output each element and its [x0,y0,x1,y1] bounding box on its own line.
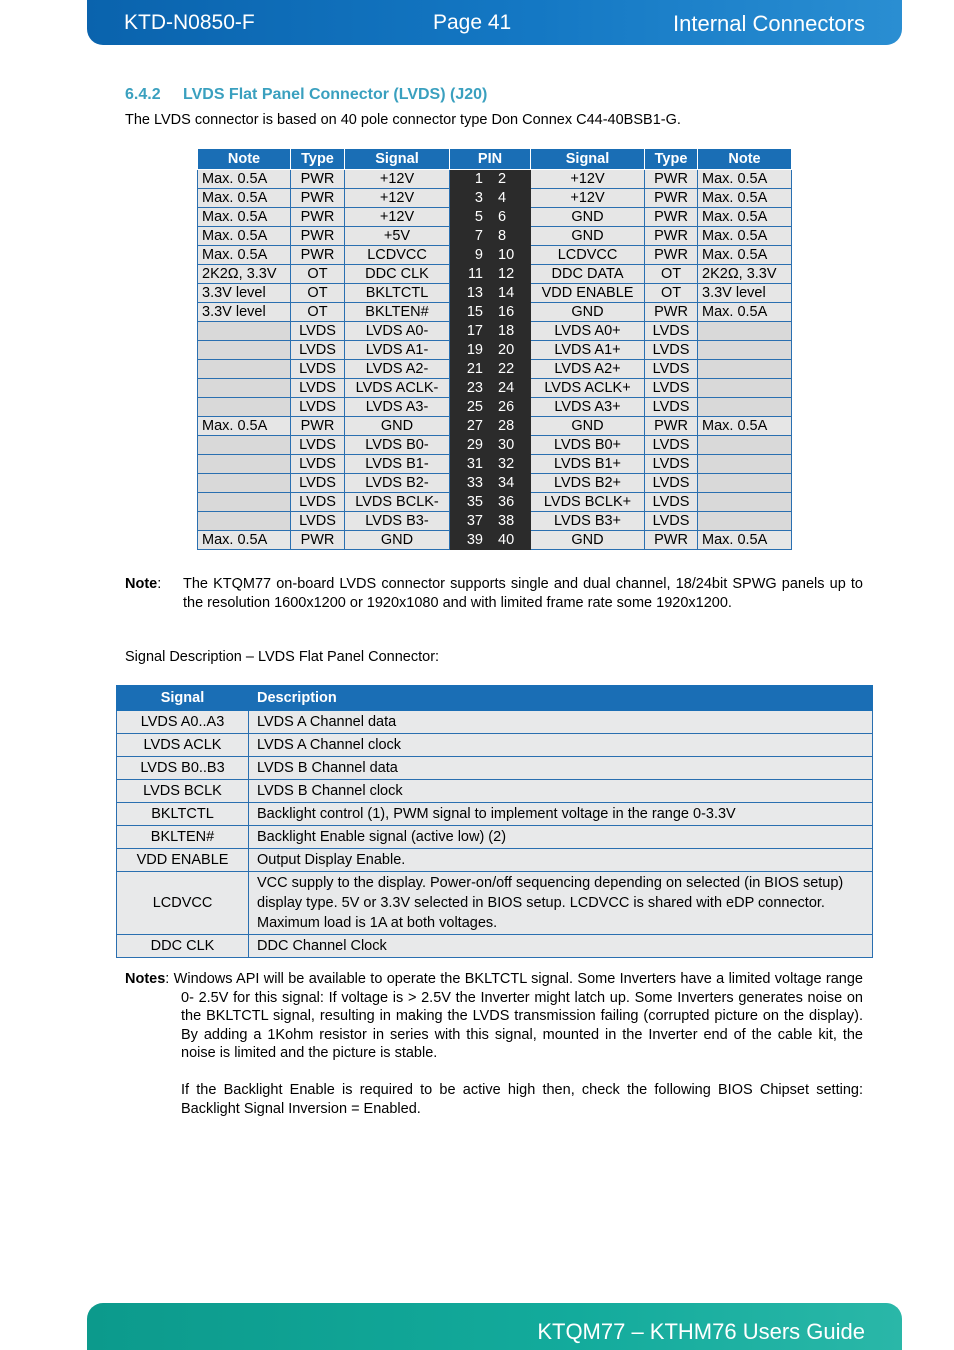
type-cell: LVDS [645,322,698,341]
signal-cell: BKLTEN# [345,303,450,322]
type-cell: PWR [645,303,698,322]
type-cell: LVDS [291,512,345,531]
pin-assignment-table [197,148,792,550]
signal-name-cell: VDD ENABLE [117,849,249,872]
pin-number-cell: 38 [490,512,531,531]
note-cell: Max. 0.5A [698,170,792,189]
pin-number-cell: 21 [450,360,490,379]
note-cell: Max. 0.5A [198,531,291,550]
table-row [117,872,873,935]
pin-number-cell: 10 [490,246,531,265]
page-header [87,0,902,45]
pin-number-cell: 16 [490,303,531,322]
table-row [198,531,792,550]
type-cell: PWR [291,170,345,189]
signal-cell: LVDS B1- [345,455,450,474]
signal-cell: LVDS A2- [345,360,450,379]
pin-number-cell: 2 [490,170,531,189]
signal-cell: GND [531,531,645,550]
pin-number-cell: 39 [450,531,490,550]
pin-number-cell: 3 [450,189,490,208]
header-cell: Signal [117,686,249,711]
note-cell [198,436,291,455]
header-cell: Type [291,149,345,170]
chapter-title: Internal Connectors [673,11,865,36]
signal-cell: GND [345,531,450,550]
signal-description-cell: LVDS B Channel data [249,757,873,780]
signal-cell: LVDS B0+ [531,436,645,455]
pin-number-cell: 14 [490,284,531,303]
signal-cell: GND [345,417,450,436]
table-row [117,780,873,803]
note-cell [698,322,792,341]
table-row [198,322,792,341]
type-cell: PWR [291,227,345,246]
note-cell: 3.3V level [698,284,792,303]
table-row [117,826,873,849]
table-row [198,493,792,512]
note-cell [198,360,291,379]
signal-cell: DDC CLK [345,265,450,284]
table-row [198,227,792,246]
note-cell: 3.3V level [198,284,291,303]
note-label: Note [125,576,158,592]
pin-number-cell: 26 [490,398,531,417]
signal-cell: LVDS B3- [345,512,450,531]
note-cell: Max. 0.5A [198,208,291,227]
signal-cell: LVDS B0- [345,436,450,455]
signal-cell: GND [531,208,645,227]
signal-cell: LVDS B2- [345,474,450,493]
type-cell: LVDS [291,398,345,417]
signal-description-cell: Backlight Enable signal (active low) (2) [249,826,873,849]
signal-cell: LVDS ACLK+ [531,379,645,398]
pin-number-cell: 33 [450,474,490,493]
signal-description-caption: Signal Description – LVDS Flat Panel Connector: [125,649,440,665]
table-row [198,398,792,417]
signal-description-cell: Output Display Enable. [249,849,873,872]
type-cell: LVDS [645,474,698,493]
type-cell: OT [291,265,345,284]
signal-cell: LVDS ACLK- [345,379,450,398]
header-cell: Description [249,686,873,711]
signal-cell: LVDS A0- [345,322,450,341]
signal-cell: LVDS A1+ [531,341,645,360]
signal-cell: +12V [345,189,450,208]
notes-text-1: : Windows API will be available to operate the BKLTCTL signal. Some Inverters have a limited voltage range 0- 2.5V for this signal: If voltage is > 2.5V the Inverter might latch up. Some Inverters generates noise on the BKLTCTL signal, resulting in making the LVDS transmission failing (corrupted picture on the display). By adding a 1Kohm resistor in series with this signal, mounted in the Inverter end of the cable kit, the noise is limited and the picture is stable. [165,971,863,1061]
type-cell: LVDS [645,436,698,455]
signal-description-cell: Backlight control (1), PWM signal to implement voltage in the range 0-3.3V [249,803,873,826]
type-cell: LVDS [291,379,345,398]
type-cell: PWR [291,208,345,227]
notes-label: Notes [125,971,166,987]
type-cell: PWR [645,417,698,436]
note-cell [698,512,792,531]
type-cell: LVDS [645,493,698,512]
notes-paragraph-2: If the Backlight Enable is required to be active high then, check the following BIOS Chipset setting: Backlight Signal Inversion = Enabled. [181,1082,863,1117]
doc-code: KTD-N0850-F [124,11,255,34]
signal-name-cell: LVDS A0..A3 [117,711,249,734]
table-row [198,189,792,208]
note-cell [198,322,291,341]
type-cell: LVDS [291,493,345,512]
type-cell: OT [291,303,345,322]
table-row [198,170,792,189]
type-cell: OT [645,265,698,284]
note-cell [698,379,792,398]
type-cell: PWR [645,208,698,227]
section-intro: The LVDS connector is based on 40 pole connector type Don Connex C44-40BSB1-G. [125,112,681,128]
signal-cell: LVDS A1- [345,341,450,360]
type-cell: PWR [291,189,345,208]
type-cell: LVDS [291,455,345,474]
signal-name-cell: DDC CLK [117,935,249,958]
type-cell: OT [291,284,345,303]
pin-number-cell: 17 [450,322,490,341]
pin-number-cell: 7 [450,227,490,246]
note-cell [198,398,291,417]
pin-number-cell: 29 [450,436,490,455]
signal-cell: +12V [531,189,645,208]
type-cell: PWR [645,531,698,550]
note-cell [198,455,291,474]
pin-number-cell: 32 [490,455,531,474]
pin-number-cell: 18 [490,322,531,341]
pin-number-cell: 11 [450,265,490,284]
signal-name-cell: BKLTCTL [117,803,249,826]
table-row [117,935,873,958]
pin-number-cell: 19 [450,341,490,360]
type-cell: OT [645,284,698,303]
signal-cell: +12V [345,208,450,227]
type-cell: PWR [645,189,698,208]
page-footer [87,1303,902,1350]
pin-number-cell: 22 [490,360,531,379]
pin-number-cell: 30 [490,436,531,455]
signal-cell: DDC DATA [531,265,645,284]
note-text: The KTQM77 on-board LVDS connector supports single and dual channel, 18/24bit SPWG panels up to the resolution 1600x1200 or 1920x1080 and with limited frame rate some 1920x1200. [183,576,863,611]
table-row [198,436,792,455]
note-cell: Max. 0.5A [698,417,792,436]
table-row [198,208,792,227]
header-cell: Signal [531,149,645,170]
signal-cell: LVDS BCLK+ [531,493,645,512]
note-cell: Max. 0.5A [698,208,792,227]
signal-cell: LVDS BCLK- [345,493,450,512]
signal-cell: GND [531,303,645,322]
header-cell: Note [698,149,792,170]
pin-number-cell: 28 [490,417,531,436]
table-row [117,803,873,826]
signal-description-cell: LVDS A Channel data [249,711,873,734]
signal-name-cell: LVDS B0..B3 [117,757,249,780]
section-heading [125,86,487,104]
signal-name-cell: LVDS ACLK [117,734,249,757]
pin-number-cell: 25 [450,398,490,417]
type-cell: LVDS [645,379,698,398]
pin-number-cell: 15 [450,303,490,322]
type-cell: PWR [645,170,698,189]
pin-number-cell: 40 [490,531,531,550]
table-row [198,284,792,303]
guide-title: KTQM77 – KTHM76 Users Guide [537,1319,865,1344]
pin-number-cell: 20 [490,341,531,360]
signal-cell: BKLTCTL [345,284,450,303]
header-cell: Note [198,149,291,170]
signal-cell: +12V [345,170,450,189]
note-cell [198,493,291,512]
desc-table-body [117,711,873,958]
notes-block [125,970,863,1118]
table-row [198,303,792,322]
note-cell: 3.3V level [198,303,291,322]
note-cell [698,474,792,493]
note-cell: Max. 0.5A [698,227,792,246]
table-row [117,711,873,734]
notes-paragraph-1 [125,970,863,1063]
section-number: 6.4.2 [125,86,161,103]
note-cell: 2K2Ω, 3.3V [698,265,792,284]
type-cell: LVDS [645,455,698,474]
signal-cell: LCDVCC [345,246,450,265]
signal-cell: LVDS A2+ [531,360,645,379]
pin-number-cell: 27 [450,417,490,436]
signal-cell: LVDS A3- [345,398,450,417]
pin-number-cell: 36 [490,493,531,512]
note-cell: Max. 0.5A [698,531,792,550]
signal-cell: +5V [345,227,450,246]
type-cell: LVDS [645,360,698,379]
pin-number-cell: 12 [490,265,531,284]
pin-number-cell: 4 [490,189,531,208]
signal-cell: LVDS B1+ [531,455,645,474]
section-title: LVDS Flat Panel Connector (LVDS) (J20) [183,86,488,103]
pin-number-cell: 9 [450,246,490,265]
note-cell: Max. 0.5A [698,303,792,322]
note-colon: : [157,576,162,592]
table-row [198,379,792,398]
signal-name-cell: LCDVCC [117,872,249,935]
type-cell: LVDS [291,341,345,360]
signal-cell: LVDS A0+ [531,322,645,341]
pin-number-cell: 6 [490,208,531,227]
table-row [117,757,873,780]
note-cell: Max. 0.5A [198,170,291,189]
note-cell [698,341,792,360]
note-cell: Max. 0.5A [198,417,291,436]
table-row [198,246,792,265]
pin-number-cell: 37 [450,512,490,531]
type-cell: PWR [291,531,345,550]
signal-cell: LCDVCC [531,246,645,265]
header-cell: Type [645,149,698,170]
table-row [198,417,792,436]
type-cell: PWR [291,417,345,436]
pin-number-cell: 1 [450,170,490,189]
pin-number-cell: 34 [490,474,531,493]
signal-cell: LVDS B3+ [531,512,645,531]
type-cell: LVDS [645,341,698,360]
pin-number-cell: 23 [450,379,490,398]
table-row [198,455,792,474]
header-cell: PIN [450,149,531,170]
signal-description-table [116,685,873,958]
header-cell: Signal [345,149,450,170]
type-cell: LVDS [291,360,345,379]
note-cell [698,493,792,512]
signal-description-cell: DDC Channel Clock [249,935,873,958]
signal-cell: GND [531,227,645,246]
pin-number-cell: 35 [450,493,490,512]
type-cell: LVDS [291,474,345,493]
table-row [198,265,792,284]
note-cell: Max. 0.5A [198,189,291,208]
note-cell: 2K2Ω, 3.3V [198,265,291,284]
type-cell: PWR [291,246,345,265]
type-cell: LVDS [645,512,698,531]
note-cell [698,455,792,474]
signal-cell: +12V [531,170,645,189]
table-row [198,341,792,360]
note-cell [198,341,291,360]
note-cell [698,360,792,379]
type-cell: PWR [645,246,698,265]
note-cell [698,398,792,417]
signal-cell: VDD ENABLE [531,284,645,303]
pin-number-cell: 8 [490,227,531,246]
pin-table-header [198,149,792,170]
note-cell: Max. 0.5A [698,189,792,208]
table-row [117,734,873,757]
note-cell: Max. 0.5A [198,246,291,265]
signal-cell: LVDS A3+ [531,398,645,417]
table-row [117,849,873,872]
note-cell: Max. 0.5A [198,227,291,246]
paragraph-gap [125,1063,863,1082]
page-number: Page 41 [433,11,512,34]
note-cell [198,474,291,493]
table-row [198,360,792,379]
pin-number-cell: 31 [450,455,490,474]
signal-cell: LVDS B2+ [531,474,645,493]
pin-number-cell: 5 [450,208,490,227]
note-label-wrap [125,575,161,594]
table-row [198,512,792,531]
pin-number-cell: 13 [450,284,490,303]
type-cell: PWR [645,227,698,246]
note-cell [198,379,291,398]
pin-number-cell: 24 [490,379,531,398]
note-cell [698,436,792,455]
type-cell: LVDS [291,322,345,341]
signal-description-cell: VCC supply to the display. Power-on/off sequencing depending on selected (in BIOS setup) display type. 5V or 3.3V selected in BIOS setup. LCDVCC is shared with eDP connector. Maximum load is 1A at both voltages. [249,872,873,935]
pin-table-body [198,170,792,550]
note-block [125,575,863,612]
type-cell: LVDS [291,436,345,455]
signal-name-cell: LVDS BCLK [117,780,249,803]
desc-table-header [117,686,873,711]
note-cell: Max. 0.5A [698,246,792,265]
signal-name-cell: BKLTEN# [117,826,249,849]
signal-description-cell: LVDS A Channel clock [249,734,873,757]
signal-cell: GND [531,417,645,436]
signal-description-cell: LVDS B Channel clock [249,780,873,803]
type-cell: LVDS [645,398,698,417]
note-cell [198,512,291,531]
table-row [198,474,792,493]
